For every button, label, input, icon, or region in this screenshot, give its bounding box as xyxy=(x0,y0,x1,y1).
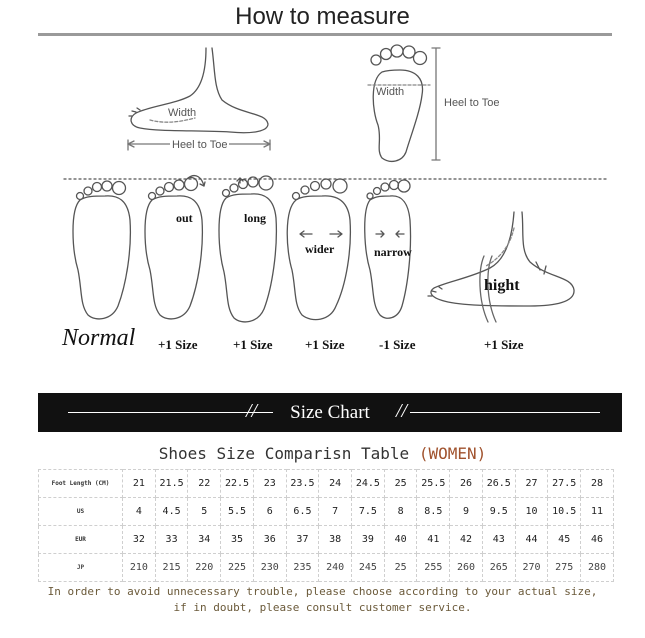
row-label: EUR xyxy=(39,526,123,554)
table-cell: 41 xyxy=(417,526,450,554)
table-cell: 39 xyxy=(352,526,385,554)
out-label: out xyxy=(176,211,193,225)
table-cell: 27 xyxy=(515,470,548,498)
table-cell: 260 xyxy=(450,554,483,582)
narrow-size: -1 Size xyxy=(379,337,416,352)
long-foot-icon xyxy=(219,176,276,322)
table-row xyxy=(39,554,614,582)
table-cell: 21.5 xyxy=(155,470,188,498)
table-cell: 6.5 xyxy=(286,498,319,526)
hight-label: hight xyxy=(484,277,520,294)
table-cell: 230 xyxy=(253,554,286,582)
side-heel-to-toe-label: Heel to Toe xyxy=(172,139,228,151)
table-cell: 22.5 xyxy=(221,470,254,498)
table-cell: 4.5 xyxy=(155,498,188,526)
table-cell: 33 xyxy=(155,526,188,554)
table-cell: 25.5 xyxy=(417,470,450,498)
table-cell: 37 xyxy=(286,526,319,554)
table-cell: 43 xyxy=(482,526,515,554)
table-cell: 210 xyxy=(123,554,156,582)
table-cell: 26 xyxy=(450,470,483,498)
table-cell: 215 xyxy=(155,554,188,582)
table-cell: 34 xyxy=(188,526,221,554)
table-cell: 11 xyxy=(581,498,614,526)
table-cell: 275 xyxy=(548,554,581,582)
table-cell: 220 xyxy=(188,554,221,582)
table-title-main: Shoes Size Comparisn Table xyxy=(158,444,410,463)
note-line-2: if in doubt, please consult customer service. xyxy=(173,601,472,614)
table-cell: 240 xyxy=(319,554,352,582)
hight-size: +1 Size xyxy=(484,337,524,352)
table-cell: 8.5 xyxy=(417,498,450,526)
table-cell: 38 xyxy=(319,526,352,554)
normal-foot-icon xyxy=(73,181,130,319)
row-label: JP xyxy=(39,554,123,582)
table-cell: 44 xyxy=(515,526,548,554)
table-cell: 265 xyxy=(482,554,515,582)
row-label: Foot Length (CM) xyxy=(39,470,123,498)
note-line-1: In order to avoid unnecessary trouble, please choose according to your actual size, xyxy=(47,585,598,598)
table-cell: 7.5 xyxy=(352,498,385,526)
table-title xyxy=(0,444,645,463)
top-width-label: Width xyxy=(376,86,405,98)
table-cell: 25 xyxy=(384,554,417,582)
normal-label: Normal xyxy=(62,325,136,351)
table-title-accent: (WOMEN) xyxy=(418,444,487,463)
table-cell: 36 xyxy=(253,526,286,554)
banner-title: Size Chart xyxy=(290,402,370,423)
table-cell: 45 xyxy=(548,526,581,554)
table-cell: 10.5 xyxy=(548,498,581,526)
table-cell: 255 xyxy=(417,554,450,582)
wider-size: +1 Size xyxy=(305,337,345,352)
table-cell: 32 xyxy=(123,526,156,554)
table-cell: 235 xyxy=(286,554,319,582)
long-size: +1 Size xyxy=(233,337,273,352)
table-row xyxy=(39,526,614,554)
table-row xyxy=(39,470,614,498)
table-cell: 24.5 xyxy=(352,470,385,498)
table-cell: 22 xyxy=(188,470,221,498)
size-table xyxy=(38,469,614,582)
side-width-label: Width xyxy=(168,107,197,119)
out-size: +1 Size xyxy=(158,337,198,352)
table-cell: 35 xyxy=(221,526,254,554)
table-cell: 9.5 xyxy=(482,498,515,526)
row-label: US xyxy=(39,498,123,526)
table-cell: 5 xyxy=(188,498,221,526)
out-foot-icon xyxy=(145,176,205,319)
table-cell: 21 xyxy=(123,470,156,498)
table-cell: 225 xyxy=(221,554,254,582)
long-label: long xyxy=(244,211,267,225)
narrow-label: narrow xyxy=(374,245,412,259)
banner-slash-left: // xyxy=(246,400,258,422)
banner-slash-right: // xyxy=(396,400,408,422)
wider-label: wider xyxy=(305,242,335,256)
table-cell: 270 xyxy=(515,554,548,582)
table-cell: 4 xyxy=(123,498,156,526)
table-cell: 23 xyxy=(253,470,286,498)
table-cell: 46 xyxy=(581,526,614,554)
table-cell: 26.5 xyxy=(482,470,515,498)
table-cell: 42 xyxy=(450,526,483,554)
table-cell: 245 xyxy=(352,554,385,582)
table-cell: 25 xyxy=(384,470,417,498)
table-cell: 24 xyxy=(319,470,352,498)
table-cell: 10 xyxy=(515,498,548,526)
table-cell: 5.5 xyxy=(221,498,254,526)
table-cell: 40 xyxy=(384,526,417,554)
table-cell: 280 xyxy=(581,554,614,582)
table-row xyxy=(39,498,614,526)
size-chart-banner xyxy=(38,393,622,432)
table-cell: 28 xyxy=(581,470,614,498)
top-heel-to-toe-label: Heel to Toe xyxy=(444,97,500,109)
high-instep-foot-icon xyxy=(428,212,574,322)
table-cell: 27.5 xyxy=(548,470,581,498)
side-foot-icon xyxy=(128,48,270,150)
page-title: How to measure xyxy=(235,3,410,30)
table-cell: 6 xyxy=(253,498,286,526)
table-cell: 8 xyxy=(384,498,417,526)
table-cell: 7 xyxy=(319,498,352,526)
table-cell: 9 xyxy=(450,498,483,526)
top-foot-icon xyxy=(368,45,440,161)
table-cell: 23.5 xyxy=(286,470,319,498)
